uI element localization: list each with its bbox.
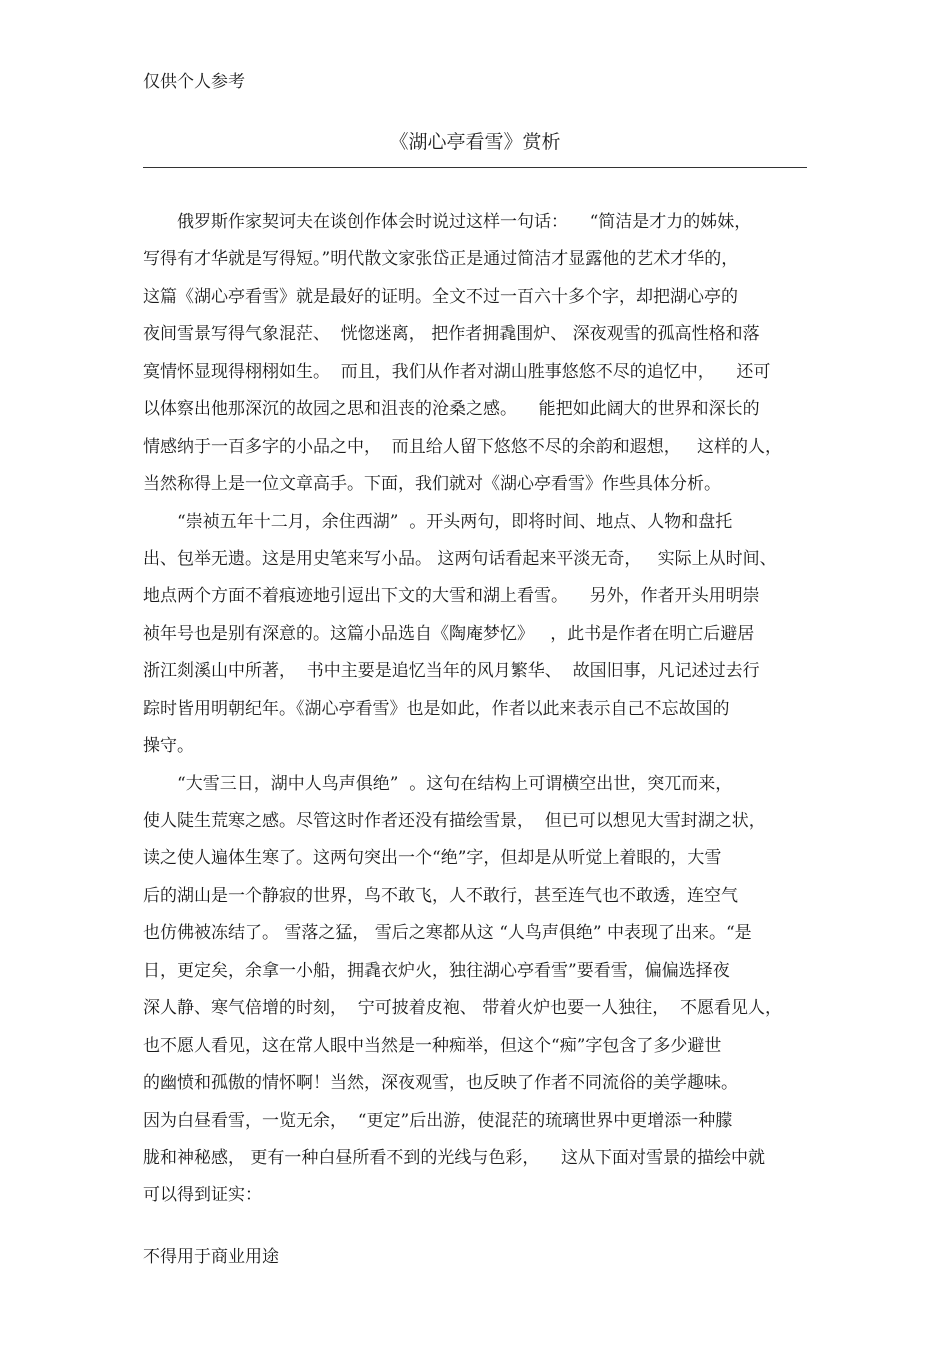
- text-line: 祯年号也是别有深意的。这篇小品选自《陶庵梦忆》 ，此书是作者在明亡后避居: [143, 623, 755, 644]
- text-line: 使人陡生荒寒之感。尽管这时作者还没有描绘雪景， 但已可以想见大雪封湖之状，: [143, 811, 766, 831]
- text-line: 深人静、寒气倍增的时刻， 宁可披着皮袍、 带着火炉也要一人独往， 不愿看见人，: [143, 998, 783, 1019]
- footer-note: 不得用于商业用途: [143, 1247, 279, 1267]
- text-line: 当然称得上是一位文章高手。下面，我们就对《湖心亭看雪》作些具体分析。: [143, 474, 721, 495]
- text-line: 也不愿人看见，这在常人眼中当然是一种痴举，但这个“痴”字包含了多少避世: [143, 1035, 722, 1056]
- text-line: 也仿佛被冻结了。 雪落之猛， 雪后之寒都从这 “人鸟声俱绝” 中表现了出来。“是: [143, 923, 752, 944]
- text-line: 胧和神秘感， 更有一种白昼所看不到的光线与色彩， 这从下面对雪景的描绘中就: [143, 1147, 766, 1168]
- text-line: 因为白昼看雪，一览无余， “更定”后出游，使混茫的琉璃世界中更增添一种朦: [143, 1110, 733, 1131]
- text-line: “崇祯五年十二月，余住西湖” 。开头两句，即将时间、地点、人物和盘托: [177, 511, 733, 532]
- text-line: 读之使人遍体生寒了。这两句突出一个“绝”字，但却是从听觉上着眼的，大雪: [143, 848, 722, 869]
- text-line: 以体察出他那深沉的故园之思和沮丧的沧桑之感。 能把如此阔大的世界和深长的: [143, 399, 760, 420]
- text-line: 这篇《湖心亭看雪》就是最好的证明。全文不过一百六十多个字，却把湖心亭的: [143, 286, 738, 307]
- text-line: 可以得到证实：: [143, 1185, 262, 1206]
- text-line: 地点两个方面不着痕迹地引逗出下文的大雪和湖上看雪。 另外，作者开头用明崇: [143, 586, 760, 607]
- text-line: 夜间雪景写得气象混茫、 恍惚迷离， 把作者拥毳围炉、 深夜观雪的孤高性格和落: [143, 324, 760, 345]
- text-line: 写得有才华就是写得短。”明代散文家张岱正是通过简洁才显露他的艺术才华的，: [143, 249, 739, 270]
- text-line: 出、包举无遗。这是用史笔来写小品。 这两句话看起来平淡无奇， 实际上从时间、: [143, 548, 777, 569]
- text-line: 的幽愤和孤傲的情怀啊！当然，深夜观雪，也反映了作者不同流俗的美学趣味。: [143, 1073, 738, 1094]
- title-divider: [143, 167, 807, 168]
- text-line: “大雪三日，湖中人鸟声俱绝” 。这句在结构上可谓横空出世，突兀而来，: [177, 773, 733, 794]
- header-note: 仅供个人参考: [143, 72, 245, 92]
- page-title: 《湖心亭看雪》赏析: [389, 131, 561, 153]
- article-body: [143, 204, 807, 1215]
- text-line: 寞情怀显现得栩栩如生。 而且，我们从作者对湖山胜事悠悠不尽的追忆中， 还可: [143, 361, 771, 382]
- text-line: 踪时皆用明朝纪年。《湖心亭看雪》也是如此，作者以此来表示自己不忘故国的: [143, 698, 730, 719]
- text-line: 后的湖山是一个静寂的世界，鸟不敢飞，人不敢行，甚至连气也不敢透，连空气: [143, 885, 738, 906]
- text-line: 浙江剡溪山中所著， 书中主要是追忆当年的风月繁华、 故国旧事，凡记述过去行: [143, 661, 760, 682]
- text-line: 情感纳于一百多字的小品之中， 而且给人留下悠悠不尽的余韵和遐想， 这样的人，: [143, 436, 783, 457]
- text-line: 日，更定矣，余拿一小船，拥毳衣炉火，独往湖心亭看雪”要看雪，偏偏选择夜: [143, 960, 730, 981]
- text-line: 操守。: [143, 736, 194, 757]
- text-line: 俄罗斯作家契诃夫在谈创作体会时说过这样一句话： “简洁是才力的姊妹，: [177, 212, 752, 232]
